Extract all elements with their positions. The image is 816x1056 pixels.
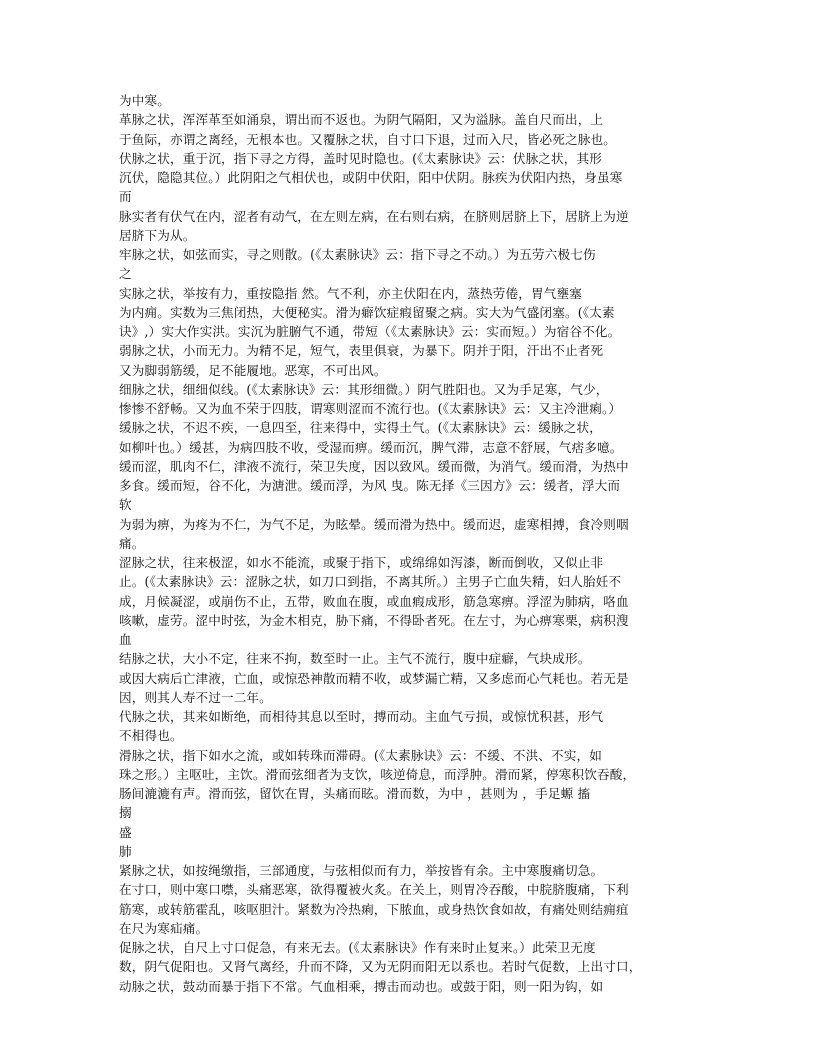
text-line: 促脉之状，自尺上寸口促急，有来无去。(《太素脉诀》作有来时止复来。）此荣卫无度	[119, 940, 596, 955]
text-line: 为中寒。	[119, 93, 170, 108]
text-line: 代脉之状，其来如断绝，而相待其息以至时，搏而动。主血气亏损，或惊忧积甚，形气	[119, 709, 604, 724]
text-line: 血	[119, 632, 132, 647]
text-line: 缓而涩，肌肉不仁，津液不流行，荣卫失度，因以致风。缓而微，为消气。缓而滑，为热中	[119, 458, 629, 474]
text-line: 动脉之状，鼓动而暴于指下不常。气血相乘，搏击而动也。或鼓于阳，则一阳为钩，如	[119, 978, 604, 994]
text-line: 肺	[119, 843, 132, 859]
document-page	[119, 91, 699, 996]
text-line: 肠间漉漉有声。滑而弦，留饮在胃，头痛而眩。滑而数，为中 ，甚则为 ，手足螈 搐	[119, 786, 591, 801]
text-line: 数，阴气促阳也。又肾气离经，升而不降，又为无阴而阳无以系也。若时气促数，上出寸口，	[119, 959, 642, 975]
text-line: 咳嗽，虚劳。涩中时弦，为金木相克，胁下痛，不得卧者死。在左寸，为心痹寒栗，病积溲	[119, 612, 629, 628]
text-line: 又为脚弱筋缓，足不能履地。恶寒，不可出风。	[119, 362, 387, 378]
text-line: 因，则其人寿不过一二年。	[119, 689, 272, 705]
text-line: 实脉之状，举按有力，重按隐指 然。气不利，亦主伏阳在内，蒸热劳倦，胃气壅塞	[119, 285, 582, 301]
text-line: 为内痈。实数为三焦闭热，大便秘实。滑为癖饮症瘕留聚之病。实大为气盛闭塞。(《太素	[119, 304, 615, 320]
text-line: 如柳叶也。）缓甚，为病四肢不收，受湿而痹。缓而沉，脾气滞，志意不舒展，气痞多噫。	[119, 439, 623, 455]
text-line: 脉实者有伏气在内，涩者有动气，在左则左病，在右则右病，在脐则居脐上下，居脐上为逆	[119, 208, 629, 224]
text-line: 惨惨不舒畅。又为血不荣于四肢，谓寒则涩而不流行也。(《太素脉诀》云：又主冷泄痢。）	[119, 401, 622, 416]
text-line: 伏脉之状，重于沉，指下寻之方得，盖时见时隐也。(《太素脉诀》云：伏脉之状，其形	[119, 150, 603, 166]
text-line: 筋寒，或转筋霍乱，咳呕胆汁。紧数为冷热痢，下脓血，或身热饮食如故，有痛处则结痈疽	[119, 901, 629, 917]
text-line: 沉伏，隐隐其位。）此阴阳之气相伏也，或阴中伏阳，阳中伏阴。脉疾为伏阳内热，身虽寒	[119, 170, 623, 185]
text-line: 搦	[119, 805, 132, 821]
text-line: 细脉之状，细细似线。(《太素脉诀》云：其形细微。）阴气胜阳也。又为手足寒，气少，	[119, 381, 609, 397]
text-line: 滑脉之状，指下如水之流，或如转珠而滞碍。(《太素脉诀》云：不缓、不洪、不实，如	[119, 747, 603, 763]
text-line: 之	[119, 266, 132, 282]
text-line: 多食。缓而短，谷不化，为溏泄。缓而浮，为风 曳。陈无择《三因方》云：缓者，浮大而	[119, 478, 621, 493]
text-line: 为弱为痹，为疼为不仁，为气不足，为眩晕。缓而滑为热中。缓而迟，虚寒相搏，食冷则咽	[119, 516, 629, 532]
text-line: 不相得也。	[119, 728, 183, 744]
text-line: 牢脉之状，如弦而实，寻之则散。(《太素脉诀》云：指下寻之不动。）为五劳六极七伤	[119, 247, 596, 262]
text-line: 珠之形。）主呕吐，主饮。滑而弦细者为支饮，咳逆倚息，而浮肿。滑而紧，停寒积饮吞酸，	[119, 766, 636, 782]
text-line: 弱脉之状，小而无力。为精不足，短气，表里俱衰，为暴下。阴并于阳，汗出不止者死	[119, 343, 604, 359]
text-line: 居脐下为从。	[119, 227, 196, 243]
text-line: 缓脉之状，不迟不疾，一息四至，往来得中，实得土气。(《太素脉诀》云：缓脉之状，	[119, 420, 603, 436]
text-line: 结脉之状，大小不定，往来不拘，数至时一止。主气不流行，腹中症癖，气块成形。	[119, 651, 591, 667]
text-line: 而	[119, 189, 132, 205]
text-line: 成，月候凝涩，或崩伤不止，五带，败血在腹，或血瘕成形，筋急寒痹。浮涩为肺病，咯血	[119, 593, 629, 609]
text-line: 盛	[119, 824, 132, 840]
text-line: 革脉之状，浑浑革至如涌泉，谓出而不返也。为阴气隔阳，又为溢脉。盖自尺而出，上	[119, 112, 604, 128]
text-line: 软	[119, 497, 132, 513]
text-line: 止。(《太素脉诀》云：涩脉之状，如刀口到指，不离其所。）主男子亡血失精，妇人胎妊不	[119, 574, 622, 590]
text-line: 诀》,）实大作实洪。实沉为脏腑气不通，带短（《太素脉诀》云：实而短。）为宿谷不化。	[119, 324, 621, 339]
text-line: 在寸口，则中寒口噤，头痛恶寒，欲得覆被火炙。在关上，则胃冷吞酸，中脘脐腹痛，下利	[119, 882, 629, 898]
text-line: 或因大病后亡津液，亡血，或惊恐神散而精不收，或梦漏亡精，又多虑而心气耗也。若无是	[119, 670, 629, 686]
text-line: 紧脉之状，如按绳缴指，三部通度，与弦相似而有力，举按皆有余。主中寒腹痛切急。	[119, 863, 604, 878]
text-line: 涩脉之状，往来极涩，如水不能流，或聚于指下，或绵绵如泻漆，断而倒收，又似止非	[119, 555, 604, 570]
text-line: 痛。	[119, 535, 145, 551]
text-line: 在尺为寒疝痛。	[119, 920, 209, 936]
text-line: 于鱼际，亦谓之离经，无根本也。又覆脉之状，自寸口下退，过而入尺，皆必死之脉也。	[119, 131, 617, 147]
